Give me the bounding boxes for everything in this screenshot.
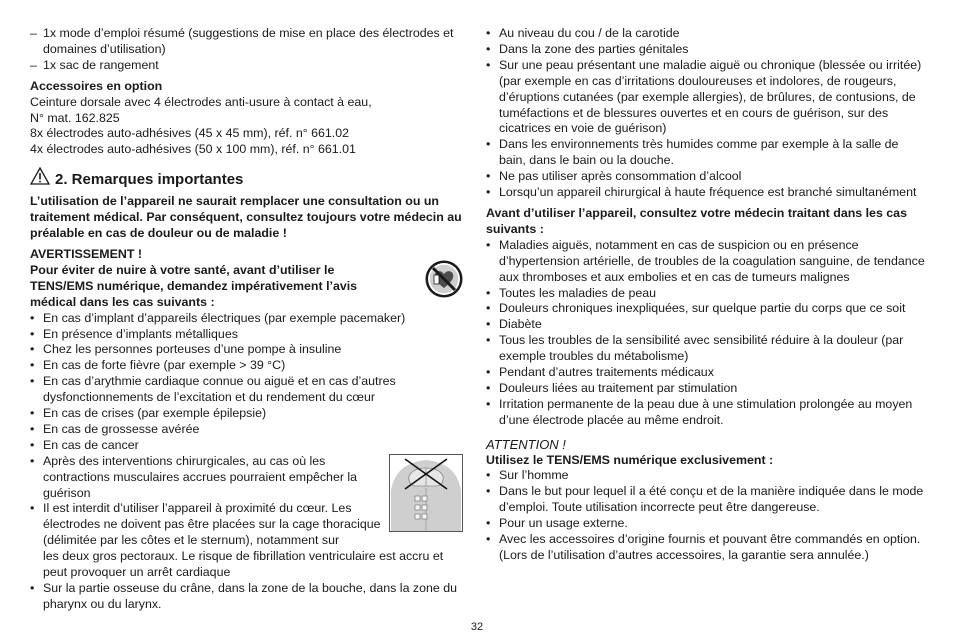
list-item: • Toutes les maladies de peau [486, 286, 926, 302]
list-item: • Après des interventions chirurgicales, au cas où les contractions musculaires accrues pourraient empêcher la guérison [30, 454, 373, 502]
use-heading: Utilisez le TENS/EMS numérique exclusivement : [486, 452, 774, 467]
warning-triangle-icon [30, 167, 50, 190]
list-item: • Diabète [486, 317, 926, 333]
warning-heading: AVERTISSEMENT ! [30, 246, 142, 261]
list-item: • Au niveau du cou / de la carotide [486, 26, 926, 42]
list-item: • Douleurs chroniques inexpliquées, sur quelque partie du corps que ce soit [486, 301, 926, 317]
accessory-line: Ceinture dorsale avec 4 électrodes anti-usure à contact à eau, [30, 94, 372, 109]
list-item: • Ne pas utiliser après consommation d’alcool [486, 169, 926, 185]
section-title: 2. Remarques importantes [55, 171, 244, 189]
list-item: • En cas de crises (par exemple épilepsie) [30, 406, 466, 422]
list-item: • Avec les accessoires d’origine fournis et pouvant être commandés en option. (Lors de l’utilisation d’autres accessoires, la garantie sera annulée.) [486, 532, 926, 564]
warning-text: Pour éviter de nuire à votre santé, avant d’utiliser le TENS/EMS numérique, demandez impérativement l’avis médical dans les cas suivants : [30, 262, 358, 309]
list-item: • Dans le but pour lequel il a été conçu et de la manière indiquée dans le mode d’emploi. Toute utilisation incorrecte peut être dangereuse. [486, 484, 926, 516]
list-item: • Lorsqu’un appareil chirurgical à haute fréquence est branché simultanément [486, 185, 926, 201]
doctor-heading: Avant d’utiliser l’appareil, consultez votre médecin traitant dans les cas suivants : [486, 205, 907, 236]
list-item: • Pour un usage externe. [486, 516, 926, 532]
accessory-line: N° mat. 162.825 [30, 110, 120, 125]
list-item: • Sur l’homme [486, 468, 926, 484]
list-item: • Sur la partie osseuse du crâne, dans la zone de la bouche, dans la zone du pharynx ou du larynx. [30, 581, 466, 613]
page-number: 32 [470, 621, 484, 633]
accessory-line: 8x électrodes auto-adhésives (45 x 45 mm), réf. n° 661.02 [30, 126, 350, 141]
no-pacemaker-icon [424, 259, 464, 304]
dash-item: – 1x sac de rangement [30, 58, 466, 74]
right-column [486, 26, 926, 564]
list-item: • Pendant d’autres traitements médicaux [486, 365, 926, 381]
list-item: • En cas d’arythmie cardiaque connue ou aiguë et en cas d’autres dysfonctionnements de l’excitation et du rendement du cœur [30, 374, 466, 406]
list-item: • Irritation permanente de la peau due à une stimulation prolongée au moyen d’une électrode placée au même endroit. [486, 397, 926, 429]
list-item: • Il est interdit d’utiliser l’appareil à proximité du cœur. Les électrodes ne doivent pas être placées sur la cage thoracique (délimitée par les côtes et le sternum), notamment sur [30, 501, 403, 549]
list-item: • Sur une peau présentant une maladie aiguë ou chronique (blessée ou irritée) (par exemple en cas d’irritations douloureuses et indolores, de rougeurs, d’éruptions cutanées (par exemple allergies), de brûlures, de contusions, de tuméfactions et de blessures ouvertes et en cours de guérison, sur des cicatrices en voie de guérison) [486, 58, 926, 138]
list-item: • Maladies aiguës, notamment en cas de suspicion ou en présence d’hypertension artérielle, de troubles de la coagulation sanguine, de tendance aux thromboses et aux embolies et en cas de tumeurs malignes [486, 238, 926, 286]
intro-text: L’utilisation de l’appareil ne saurait remplacer une consultation ou un traitement médical. Par conséquent, consultez toujours votre médecin au préalable en cas de douleur ou de maladie ! [30, 194, 462, 241]
list-item: • En présence d’implants métalliques [30, 327, 466, 343]
accessories-heading: Accessoires en option [30, 78, 163, 93]
list-item: • Douleurs liées au traitement par stimulation [486, 381, 926, 397]
list-item: • En cas de grossesse avérée [30, 422, 466, 438]
list-item: • Dans les environnements très humides comme par exemple à la salle de bain, dans le bain ou la douche. [486, 137, 926, 169]
no-chest-electrodes-icon [389, 454, 463, 537]
attention-heading: ATTENTION ! [486, 436, 566, 452]
list-item: • Tous les troubles de la sensibilité avec sensibilité réduire à la douleur (par exemple troubles du métabolisme) [486, 333, 926, 365]
list-item: • En cas de cancer [30, 438, 466, 454]
section-heading [30, 166, 466, 189]
list-item: • En cas de forte fièvre (par exemple > 39 °C) [30, 358, 466, 374]
dash-item: – 1x mode d’emploi résumé (suggestions de mise en place des électrodes et domaines d’utilisation) [30, 26, 466, 58]
list-item: • En cas d’implant d’appareils électriques (par exemple pacemaker) [30, 311, 466, 327]
list-item-continued: les deux gros pectoraux. Le risque de fibrillation ventriculaire est accru et peut provoquer un arrêt cardiaque [43, 549, 444, 580]
list-item: • Chez les personnes porteuses d’une pompe à insuline [30, 342, 466, 358]
list-item: • Dans la zone des parties génitales [486, 42, 926, 58]
accessory-line: 4x électrodes auto-adhésives (50 x 100 mm), réf. n° 661.01 [30, 142, 356, 157]
